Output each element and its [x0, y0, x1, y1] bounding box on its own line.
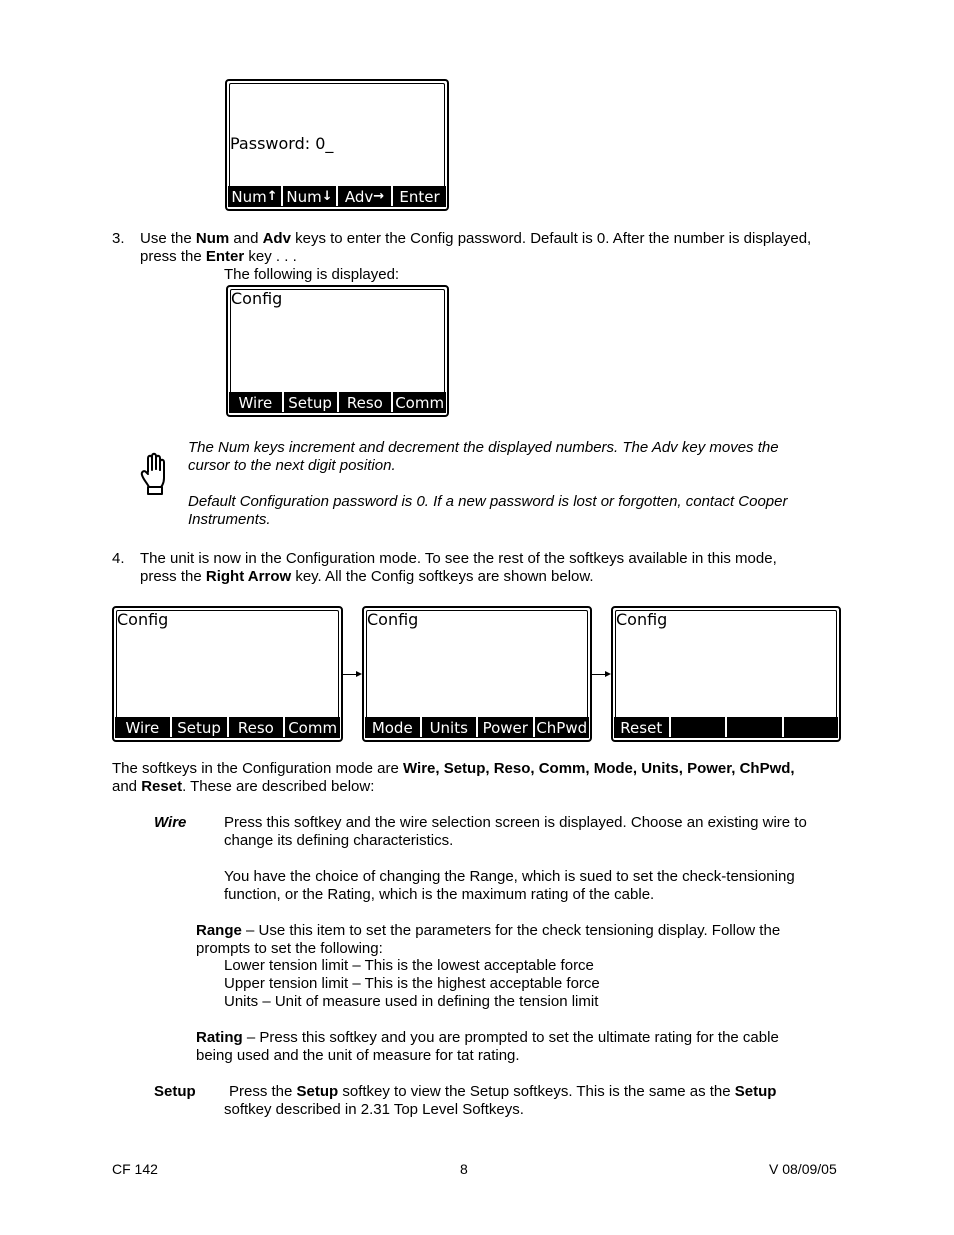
wire-line2: change its defining characteristics. — [224, 832, 454, 849]
range-line2: prompts to set the following: — [196, 940, 383, 957]
wire-line1: Press this softkey and the wire selection screen is displayed. Choose an existing wire to — [224, 814, 807, 831]
step4-line2: press the Right Arrow key. All the Config softkeys are shown below. — [140, 568, 594, 585]
softkey-wire: Wire — [115, 717, 170, 738]
arrow-up-icon: ↑ — [266, 189, 278, 204]
softkey-reso: Reso — [339, 392, 392, 413]
softkey-chpwd: ChPwd — [536, 718, 588, 737]
rating-line1: Rating – Press this softkey and you are prompted to set the ultimate rating for the cable — [196, 1029, 779, 1046]
softkey-enter: Enter — [393, 186, 446, 207]
following-text: The following is displayed: — [224, 266, 400, 283]
softkey-blank — [784, 717, 839, 738]
arrow-down-icon: ↓ — [321, 189, 333, 204]
range-line1: Range – Use this item to set the parameters for the check tensioning display. Follow the — [196, 922, 781, 939]
softkey-setup: Setup — [284, 392, 337, 413]
step3-line1: Use the Num and Adv keys to enter the Config password. Default is 0. After the number is displayed, — [140, 230, 812, 247]
config-softkeys-3 — [614, 717, 838, 738]
step3-number: 3. — [112, 230, 125, 247]
range-item: Lower tension limit – This is the lowest acceptable force — [224, 957, 594, 974]
config-title: Config — [367, 610, 419, 629]
config-softkeys-2 — [365, 717, 589, 738]
config-screen-1 — [112, 606, 343, 742]
softkey-comm: Comm — [395, 393, 445, 412]
config-softkeys-1 — [115, 717, 340, 738]
softkey-units: Units — [422, 717, 477, 738]
footer-page-number: 8 — [460, 1161, 468, 1177]
softkey-setup: Setup — [172, 717, 227, 738]
arrow-right-icon: → — [373, 189, 385, 204]
softkey-mode: Mode — [365, 717, 420, 738]
password-softkeys — [228, 186, 446, 207]
config-title: Config — [231, 289, 283, 308]
softkey-reset: Reset — [614, 717, 669, 738]
password-line: Password: 0_ — [230, 134, 334, 153]
softkey-comm: Comm — [285, 717, 340, 738]
wire-line4: function, or the Rating, which is the maximum rating of the cable. — [224, 886, 655, 903]
softkey-num-up: Num ↑ — [228, 186, 281, 207]
note-line1: The Num keys increment and decrement the displayed numbers. The Adv key moves the — [188, 439, 779, 456]
softkeys-intro-line2: and Reset. These are described below: — [112, 778, 375, 795]
note-line4: Instruments. — [188, 511, 271, 528]
config-title: Config — [616, 610, 668, 629]
config-screen — [226, 285, 449, 417]
softkeys-intro-line1: The softkeys in the Configuration mode are Wire, Setup, Reso, Comm, Mode, Units, Power, ChPwd, — [112, 760, 795, 777]
wire-line3: You have the choice of changing the Range, which is sued to set the check-tensioning — [224, 868, 795, 885]
setup-line1: Press the Setup softkey to view the Setup softkeys. This is the same as the Setup — [229, 1083, 777, 1100]
config-title: Config — [117, 610, 169, 629]
config-screen-3 — [611, 606, 841, 742]
footer-doc-id: CF 142 — [112, 1161, 158, 1177]
connector-2 — [592, 674, 606, 675]
setup-line2: softkey described in 2.31 Top Level Softkeys. — [224, 1101, 524, 1118]
note-line2: cursor to the next digit position. — [188, 457, 396, 474]
config-screen-2 — [362, 606, 592, 742]
step4-line1: The unit is now in the Configuration mode. To see the rest of the softkeys available in this mode, — [140, 550, 777, 567]
range-item: Upper tension limit – This is the highest acceptable force — [224, 975, 600, 992]
footer-version: V 08/09/05 — [769, 1161, 837, 1177]
connector-1 — [343, 674, 357, 675]
password-screen — [225, 79, 449, 211]
softkey-blank — [671, 717, 726, 738]
softkey-num-down: Num ↓ — [283, 186, 336, 207]
softkey-power: Power — [478, 717, 533, 738]
note-line3: Default Configuration password is 0. If a new password is lost or forgotten, contact Cooper — [188, 493, 788, 510]
softkey-blank — [727, 717, 782, 738]
softkey-wire: Wire — [229, 392, 282, 413]
hand-icon — [139, 452, 171, 496]
config-softkeys — [229, 392, 446, 413]
setup-term: Setup — [154, 1083, 196, 1100]
softkey-reso: Reso — [229, 717, 284, 738]
wire-term: Wire — [154, 814, 187, 831]
range-item: Units – Unit of measure used in defining the tension limit — [224, 993, 599, 1010]
softkey-adv: Adv → — [338, 186, 391, 207]
step3-line2: press the Enter key . . . — [140, 248, 297, 265]
rating-line2: being used and the unit of measure for tat rating. — [196, 1047, 520, 1064]
step4-number: 4. — [112, 550, 125, 567]
